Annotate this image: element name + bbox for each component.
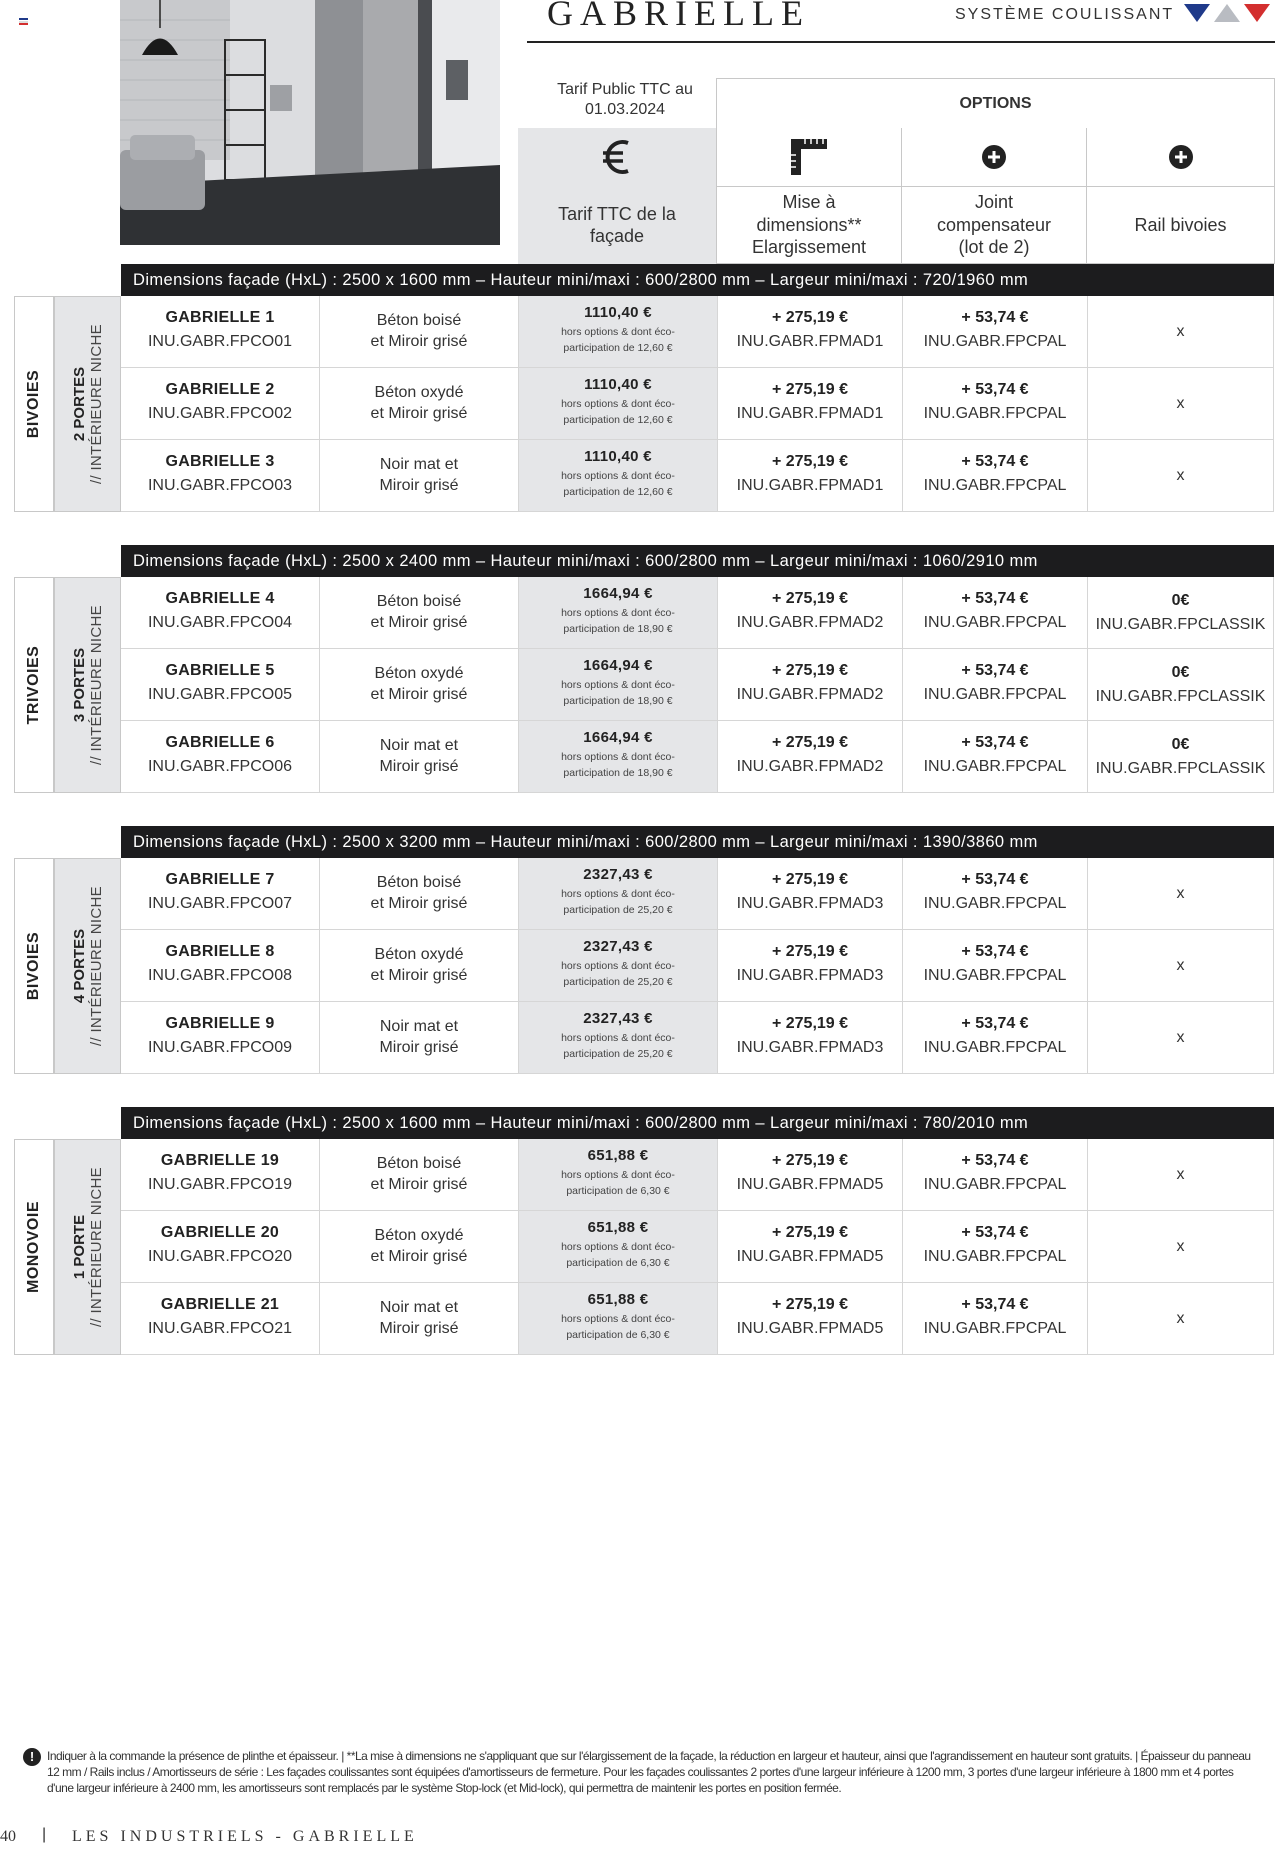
page-subtitle: SYSTÈME COULISSANT: [955, 6, 1175, 23]
mise-cell: [718, 1139, 903, 1211]
finish-line-2: et Miroir grisé: [370, 894, 468, 912]
price-note-1: hors options & dont éco-: [561, 679, 675, 691]
joint-price: + 53,74 €: [961, 453, 1029, 470]
price-note-1: hors options & dont éco-: [561, 751, 675, 763]
mise-ref: INU.GABR.FPMAD1: [736, 477, 884, 494]
product-name: GABRIELLE 4: [165, 590, 275, 607]
mise-cell: [718, 440, 903, 512]
product-name: GABRIELLE 19: [160, 1152, 280, 1169]
product-ref: INU.GABR.FPCO21: [147, 1320, 293, 1337]
plus-circle-icon: [901, 128, 1086, 186]
rail-cell: [1088, 577, 1274, 649]
joint-ref: INU.GABR.FPCPAL: [923, 1039, 1067, 1056]
product-cell: [121, 1211, 320, 1283]
rail-unavailable: x: [1176, 1028, 1185, 1046]
section-1: [14, 264, 1274, 512]
joint-price: + 53,74 €: [961, 309, 1029, 326]
product-cell: [121, 577, 320, 649]
joint-price: + 53,74 €: [961, 381, 1029, 398]
mise-cell: [718, 930, 903, 1002]
finish-line-1: Noir mat et: [379, 736, 459, 754]
finish-cell: [320, 858, 519, 930]
joint-ref: INU.GABR.FPCPAL: [923, 405, 1067, 422]
product-ref: INU.GABR.FPCO09: [147, 1039, 293, 1056]
finish-line-2: et Miroir grisé: [370, 1175, 468, 1193]
product-name: GABRIELLE 1: [165, 309, 275, 326]
joint-ref: INU.GABR.FPCPAL: [923, 614, 1067, 631]
doors-cell: [54, 296, 121, 512]
finish-cell: [320, 577, 519, 649]
rail-unavailable: x: [1176, 1165, 1185, 1183]
col-header-rail: Rail bivoies: [1086, 186, 1275, 264]
rail-cell: [1088, 440, 1274, 512]
track-type-label: TRIVOIES: [25, 645, 42, 725]
product-ref: INU.GABR.FPCO08: [147, 967, 293, 984]
product-cell: [121, 368, 320, 440]
price: 2327,43 €: [583, 866, 653, 883]
price-cell: [519, 296, 718, 368]
price-note-1: hors options & dont éco-: [561, 607, 675, 619]
dimensions-bar: Dimensions façade (HxL) : 2500 x 1600 mm – Hauteur mini/maxi : 600/2800 mm – Largeur mini/maxi : 720/1960 mm: [121, 264, 1274, 296]
product-ref: INU.GABR.FPCO05: [147, 686, 293, 703]
joint-ref: INU.GABR.FPCPAL: [923, 686, 1067, 703]
finish-line-1: Noir mat et: [379, 455, 459, 473]
finish-line-1: Béton boisé: [376, 1154, 462, 1172]
product-name: GABRIELLE 3: [165, 453, 275, 470]
price-note-2: participation de 12,60 €: [563, 414, 673, 426]
finish-cell: [320, 930, 519, 1002]
price-cell: [519, 858, 718, 930]
finish-line-2: et Miroir grisé: [370, 1247, 468, 1265]
product-ref: INU.GABR.FPCO01: [147, 333, 293, 350]
rail-cell: [1088, 1139, 1274, 1211]
joint-cell: [903, 649, 1088, 721]
page-number: 40: [0, 1828, 16, 1845]
finish-line-2: et Miroir grisé: [370, 404, 468, 422]
product-ref: INU.GABR.FPCO02: [147, 405, 293, 422]
footer-separator: |: [42, 1826, 47, 1843]
footnote: Indiquer à la commande la présence de plinthe et épaisseur. | **La mise à dimensions ne s'appliquant que sur l'élargissement de la façade, la réduction en largeur et hauteur, ainsi que l'agrandissement en hauteur sont gratuits. | Épaisseur du panneau 12 mm / Rails inclus / Amortisseurs de série : Les façades coulissantes sont équipées d'amortisseurs de fermeture. Pour les façades coulissantes 2 portes d'une largeur inférieure à 1200 mm, 3 portes d'une largeur inférieure à 1800 mm et 4 portes d'une largeur inférieure à 2400 mm, les amortisseurs sont remplacés par le système Stop-lock (et Mid-lock), qui permettra de maintenir les portes en position fermée.: [47, 1749, 1251, 1795]
rail-ref: INU.GABR.FPCLASSIK: [1095, 687, 1266, 705]
rail-price: 0€: [1171, 663, 1190, 681]
options-header: OPTIONS: [716, 78, 1275, 128]
price-cell: [519, 1283, 718, 1355]
product-ref: INU.GABR.FPCO20: [147, 1248, 293, 1265]
product-photo: [120, 0, 500, 245]
mise-price: + 275,19 €: [771, 1152, 849, 1169]
joint-price: + 53,74 €: [961, 1015, 1029, 1032]
mise-price: + 275,19 €: [771, 309, 849, 326]
joint-cell: [903, 1139, 1088, 1211]
joint-ref: INU.GABR.FPCPAL: [923, 1248, 1067, 1265]
mise-cell: [718, 1283, 903, 1355]
finish-cell: [320, 1283, 519, 1355]
price-note-2: participation de 25,20 €: [563, 1048, 673, 1060]
finish-line-2: Miroir grisé: [379, 757, 459, 775]
price: 1664,94 €: [583, 585, 653, 602]
joint-price: + 53,74 €: [961, 1296, 1029, 1313]
price-note-2: participation de 18,90 €: [563, 695, 673, 707]
rail-unavailable: x: [1176, 956, 1185, 974]
finish-cell: [320, 440, 519, 512]
finish-line-2: Miroir grisé: [379, 476, 459, 494]
mise-ref: INU.GABR.FPMAD5: [736, 1176, 884, 1193]
price-cell: [519, 649, 718, 721]
product-cell: [121, 649, 320, 721]
joint-cell: [903, 930, 1088, 1002]
rail-cell: [1088, 296, 1274, 368]
finish-cell: [320, 296, 519, 368]
price: 1110,40 €: [584, 376, 652, 393]
price-cell: [519, 1211, 718, 1283]
product-name: GABRIELLE 21: [160, 1296, 280, 1313]
mise-ref: INU.GABR.FPMAD3: [736, 967, 884, 984]
price-note-2: participation de 18,90 €: [563, 623, 673, 635]
table-row: [121, 1283, 1274, 1355]
price: 651,88 €: [587, 1147, 649, 1164]
rail-ref: INU.GABR.FPCLASSIK: [1095, 615, 1266, 633]
table-row: [121, 577, 1274, 649]
price-note-2: participation de 6,30 €: [566, 1329, 670, 1341]
col-header-tarif: Tarif TTC de la façade: [518, 186, 716, 264]
joint-ref: INU.GABR.FPCPAL: [923, 1176, 1067, 1193]
plus-circle-icon: [1086, 128, 1275, 186]
niche-label: // INTÉRIEURE NICHE: [87, 324, 105, 484]
finish-line-2: et Miroir grisé: [370, 332, 468, 350]
finish-line-2: Miroir grisé: [379, 1319, 459, 1337]
rail-ref: INU.GABR.FPCLASSIK: [1095, 759, 1266, 777]
dimensions-bar: Dimensions façade (HxL) : 2500 x 2400 mm – Hauteur mini/maxi : 600/2800 mm – Largeur mini/maxi : 1060/2910 mm: [121, 545, 1274, 577]
product-name: GABRIELLE 5: [165, 662, 275, 679]
finish-cell: [320, 649, 519, 721]
doors-cell: [54, 858, 121, 1074]
doors-label: 3 PORTES: [70, 647, 88, 723]
page-title: GABRIELLE: [547, 0, 810, 33]
price-note-1: hors options & dont éco-: [561, 398, 675, 410]
mise-price: + 275,19 €: [771, 662, 849, 679]
track-type-cell: [14, 577, 54, 793]
price-note-1: hors options & dont éco-: [561, 1313, 675, 1325]
finish-cell: [320, 721, 519, 793]
finish-line-2: et Miroir grisé: [370, 613, 468, 631]
doors-label: 2 PORTES: [70, 366, 88, 442]
price-note-1: hors options & dont éco-: [561, 888, 675, 900]
price-note-1: hors options & dont éco-: [561, 1169, 675, 1181]
price-note-2: participation de 12,60 €: [563, 486, 673, 498]
track-type-label: BIVOIES: [25, 931, 42, 1001]
tarif-public-label: Tarif Public TTC au 01.03.2024: [557, 81, 693, 118]
price-cell: [519, 1139, 718, 1211]
price-note-2: participation de 25,20 €: [563, 976, 673, 988]
col-header-joint: Joint compensateur (lot de 2): [901, 186, 1086, 264]
joint-price: + 53,74 €: [961, 662, 1029, 679]
rail-unavailable: x: [1176, 322, 1185, 340]
finish-line-1: Béton oxydé: [374, 1226, 464, 1244]
dimensions-bar: Dimensions façade (HxL) : 2500 x 3200 mm – Hauteur mini/maxi : 600/2800 mm – Largeur mini/maxi : 1390/3860 mm: [121, 826, 1274, 858]
joint-cell: [903, 721, 1088, 793]
price-note-2: participation de 6,30 €: [566, 1257, 670, 1269]
joint-cell: [903, 296, 1088, 368]
rail-unavailable: x: [1176, 466, 1185, 484]
price: 651,88 €: [587, 1291, 649, 1308]
price-cell: [519, 368, 718, 440]
product-name: GABRIELLE 2: [165, 381, 275, 398]
finish-line-1: Noir mat et: [379, 1298, 459, 1316]
joint-ref: INU.GABR.FPCPAL: [923, 477, 1067, 494]
joint-ref: INU.GABR.FPCPAL: [923, 1320, 1067, 1337]
joint-cell: [903, 440, 1088, 512]
product-name: GABRIELLE 8: [165, 943, 275, 960]
finish-cell: [320, 1002, 519, 1074]
product-cell: [121, 721, 320, 793]
brand-triangles-icon: [1184, 4, 1274, 29]
joint-cell: [903, 1002, 1088, 1074]
joint-cell: [903, 368, 1088, 440]
joint-cell: [903, 858, 1088, 930]
mise-cell: [718, 649, 903, 721]
table-row: [121, 1139, 1274, 1211]
mise-price: + 275,19 €: [771, 1015, 849, 1032]
mise-price: + 275,19 €: [771, 943, 849, 960]
finish-cell: [320, 1211, 519, 1283]
doors-cell: [54, 577, 121, 793]
mise-cell: [718, 1211, 903, 1283]
price-note-2: participation de 25,20 €: [563, 904, 673, 916]
finish-line-1: Béton oxydé: [374, 664, 464, 682]
mise-price: + 275,19 €: [771, 1224, 849, 1241]
niche-label: // INTÉRIEURE NICHE: [87, 605, 105, 765]
mise-cell: [718, 721, 903, 793]
table-row: [121, 296, 1274, 368]
price: 1664,94 €: [583, 729, 653, 746]
finish-line-1: Béton boisé: [376, 592, 462, 610]
rail-cell: [1088, 1211, 1274, 1283]
mise-cell: [718, 1002, 903, 1074]
product-name: GABRIELLE 9: [165, 1015, 275, 1032]
product-name: GABRIELLE 7: [165, 871, 275, 888]
finish-line-1: Noir mat et: [379, 1017, 459, 1035]
finish-line-2: Miroir grisé: [379, 1038, 459, 1056]
finish-line-2: et Miroir grisé: [370, 685, 468, 703]
joint-price: + 53,74 €: [961, 943, 1029, 960]
joint-cell: [903, 577, 1088, 649]
rail-cell: [1088, 858, 1274, 930]
table-row: [121, 1002, 1274, 1074]
mise-price: + 275,19 €: [771, 590, 849, 607]
product-name: GABRIELLE 6: [165, 734, 275, 751]
mise-price: + 275,19 €: [771, 1296, 849, 1313]
mise-ref: INU.GABR.FPMAD2: [736, 686, 884, 703]
table-row: [121, 440, 1274, 512]
finish-line-1: Béton oxydé: [374, 383, 464, 401]
price-note-2: participation de 18,90 €: [563, 767, 673, 779]
mise-ref: INU.GABR.FPMAD1: [736, 333, 884, 350]
product-cell: [121, 1002, 320, 1074]
track-type-label: MONOVOIE: [25, 1200, 42, 1294]
table-row: [121, 368, 1274, 440]
product-name: GABRIELLE 20: [160, 1224, 280, 1241]
joint-ref: INU.GABR.FPCPAL: [923, 333, 1067, 350]
section-4: [14, 1107, 1274, 1355]
mise-ref: INU.GABR.FPMAD1: [736, 405, 884, 422]
product-ref: INU.GABR.FPCO06: [147, 758, 293, 775]
mise-price: + 275,19 €: [771, 381, 849, 398]
price-note-1: hors options & dont éco-: [561, 1032, 675, 1044]
price-note-1: hors options & dont éco-: [561, 326, 675, 338]
rail-unavailable: x: [1176, 1309, 1185, 1327]
doors-label: 4 PORTES: [70, 928, 88, 1004]
price-note-1: hors options & dont éco-: [561, 470, 675, 482]
price: 1664,94 €: [583, 657, 653, 674]
table-row: [121, 721, 1274, 793]
product-ref: INU.GABR.FPCO03: [147, 477, 293, 494]
table-row: [121, 858, 1274, 930]
finish-cell: [320, 368, 519, 440]
mise-ref: INU.GABR.FPMAD5: [736, 1248, 884, 1265]
col-header-mise: Mise à dimensions** Elargissement: [716, 186, 901, 264]
mise-cell: [718, 858, 903, 930]
product-cell: [121, 858, 320, 930]
rail-cell: [1088, 1002, 1274, 1074]
mise-ref: INU.GABR.FPMAD2: [736, 758, 884, 775]
table-row: [121, 1211, 1274, 1283]
product-cell: [121, 930, 320, 1002]
joint-ref: INU.GABR.FPCPAL: [923, 895, 1067, 912]
price: 651,88 €: [587, 1219, 649, 1236]
joint-price: + 53,74 €: [961, 871, 1029, 888]
niche-label: // INTÉRIEURE NICHE: [87, 886, 105, 1046]
rail-cell: [1088, 1283, 1274, 1355]
price: 1110,40 €: [584, 304, 652, 321]
price-cell: [519, 930, 718, 1002]
rail-unavailable: x: [1176, 394, 1185, 412]
french-flag-icon: [19, 18, 28, 25]
finish-line-2: et Miroir grisé: [370, 966, 468, 984]
dimensions-bar: Dimensions façade (HxL) : 2500 x 1600 mm – Hauteur mini/maxi : 600/2800 mm – Largeur mini/maxi : 780/2010 mm: [121, 1107, 1274, 1139]
finish-line-1: Béton boisé: [376, 873, 462, 891]
track-type-cell: [14, 1139, 54, 1355]
mise-ref: INU.GABR.FPMAD3: [736, 1039, 884, 1056]
rail-price: 0€: [1171, 591, 1190, 609]
price-note-1: hors options & dont éco-: [561, 1241, 675, 1253]
doors-cell: [54, 1139, 121, 1355]
price-cell: [519, 440, 718, 512]
doors-label: 1 PORTE: [70, 1214, 88, 1280]
price-note-2: participation de 6,30 €: [566, 1185, 670, 1197]
ruler-icon: [716, 128, 901, 186]
mise-ref: INU.GABR.FPMAD3: [736, 895, 884, 912]
track-type-label: BIVOIES: [25, 369, 42, 439]
product-cell: [121, 1139, 320, 1211]
finish-cell: [320, 1139, 519, 1211]
title-rule: [527, 41, 1275, 43]
warning-icon: !: [23, 1748, 41, 1766]
joint-price: + 53,74 €: [961, 734, 1029, 751]
price-note-2: participation de 12,60 €: [563, 342, 673, 354]
price: 2327,43 €: [583, 1010, 653, 1027]
price: 1110,40 €: [584, 448, 652, 465]
rail-price: 0€: [1171, 735, 1190, 753]
track-type-cell: [14, 296, 54, 512]
rail-cell: [1088, 721, 1274, 793]
joint-cell: [903, 1283, 1088, 1355]
finish-line-1: Béton boisé: [376, 311, 462, 329]
product-cell: [121, 1283, 320, 1355]
mise-ref: INU.GABR.FPMAD2: [736, 614, 884, 631]
mise-price: + 275,19 €: [771, 453, 849, 470]
table-row: [121, 930, 1274, 1002]
joint-price: + 53,74 €: [961, 590, 1029, 607]
rail-cell: [1088, 930, 1274, 1002]
section-2: [14, 545, 1274, 793]
running-title: LES INDUSTRIELS - GABRIELLE: [72, 1828, 418, 1845]
price: 2327,43 €: [583, 938, 653, 955]
mise-cell: [718, 577, 903, 649]
product-cell: [121, 296, 320, 368]
rail-cell: [1088, 368, 1274, 440]
joint-ref: INU.GABR.FPCPAL: [923, 967, 1067, 984]
joint-cell: [903, 1211, 1088, 1283]
mise-cell: [718, 296, 903, 368]
rail-unavailable: x: [1176, 1237, 1185, 1255]
euro-icon: [518, 128, 716, 186]
joint-price: + 53,74 €: [961, 1152, 1029, 1169]
section-3: [14, 826, 1274, 1074]
product-ref: INU.GABR.FPCO04: [147, 614, 293, 631]
joint-price: + 53,74 €: [961, 1224, 1029, 1241]
rail-cell: [1088, 649, 1274, 721]
track-type-cell: [14, 858, 54, 1074]
price-cell: [519, 721, 718, 793]
table-row: [121, 649, 1274, 721]
price-note-1: hors options & dont éco-: [561, 960, 675, 972]
product-ref: INU.GABR.FPCO19: [147, 1176, 293, 1193]
product-ref: INU.GABR.FPCO07: [147, 895, 293, 912]
product-cell: [121, 440, 320, 512]
mise-price: + 275,19 €: [771, 734, 849, 751]
rail-unavailable: x: [1176, 884, 1185, 902]
finish-line-1: Béton oxydé: [374, 945, 464, 963]
joint-ref: INU.GABR.FPCPAL: [923, 758, 1067, 775]
price-cell: [519, 1002, 718, 1074]
mise-cell: [718, 368, 903, 440]
price-cell: [519, 577, 718, 649]
mise-ref: INU.GABR.FPMAD5: [736, 1320, 884, 1337]
mise-price: + 275,19 €: [771, 871, 849, 888]
niche-label: // INTÉRIEURE NICHE: [87, 1167, 105, 1327]
